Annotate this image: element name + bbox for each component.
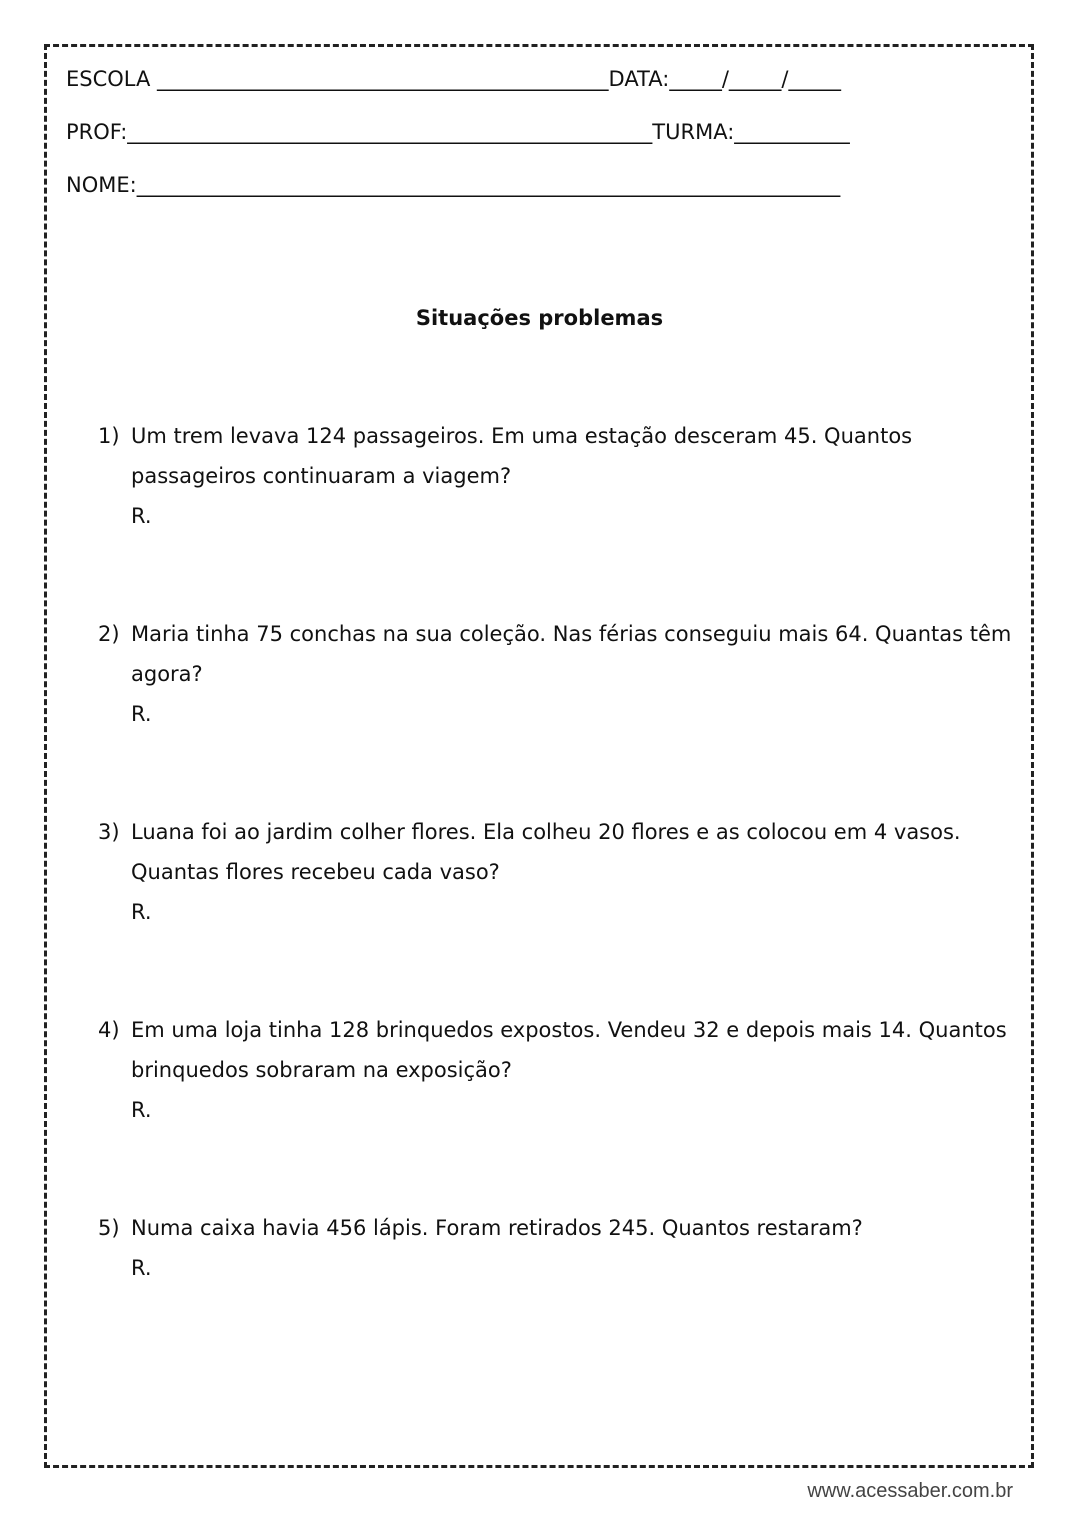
question-number: 4): [98, 1018, 120, 1042]
question-number: 3): [98, 820, 120, 844]
answer-label: R.: [131, 702, 152, 726]
worksheet-title: Situações problemas: [415, 306, 664, 330]
header-prof-turma-line: PROF:__________________________________________________TURMA:___________: [66, 120, 850, 144]
header-escola-data-line: ESCOLA ___________________________________________DATA:_____/_____/_____: [66, 67, 841, 91]
answer-label: R.: [131, 1098, 152, 1122]
question-5: [98, 1208, 1018, 1288]
question-text: Numa caixa havia 456 lápis. Foram retirados 245. Quantos restaram?: [131, 1216, 863, 1240]
question-number: 2): [98, 622, 120, 646]
question-text: Em uma loja tinha 128 brinquedos expostos. Vendeu 32 e depois mais 14. Quantos brinquedos sobraram na exposição?: [131, 1018, 1007, 1082]
footer-url: www.acessaber.com.br: [807, 1480, 1013, 1502]
question-1: [98, 416, 1018, 536]
question-text: Luana foi ao jardim colher flores. Ela colheu 20 flores e as colocou em 4 vasos. Quantas flores recebeu cada vaso?: [131, 820, 961, 884]
question-4: [98, 1010, 1018, 1130]
question-text: Um trem levava 124 passageiros. Em uma estação desceram 45. Quantos passageiros continuaram a viagem?: [131, 424, 913, 488]
header-nome-line: NOME:___________________________________________________________________: [66, 173, 841, 197]
question-2: [98, 614, 1018, 734]
question-3: [98, 812, 1018, 932]
answer-label: R.: [131, 504, 152, 528]
question-number: 1): [98, 424, 120, 448]
answer-label: R.: [131, 900, 152, 924]
question-text: Maria tinha 75 conchas na sua coleção. Nas férias conseguiu mais 64. Quantas têm agora?: [131, 622, 1012, 686]
question-number: 5): [98, 1216, 120, 1240]
answer-label: R.: [131, 1256, 152, 1280]
